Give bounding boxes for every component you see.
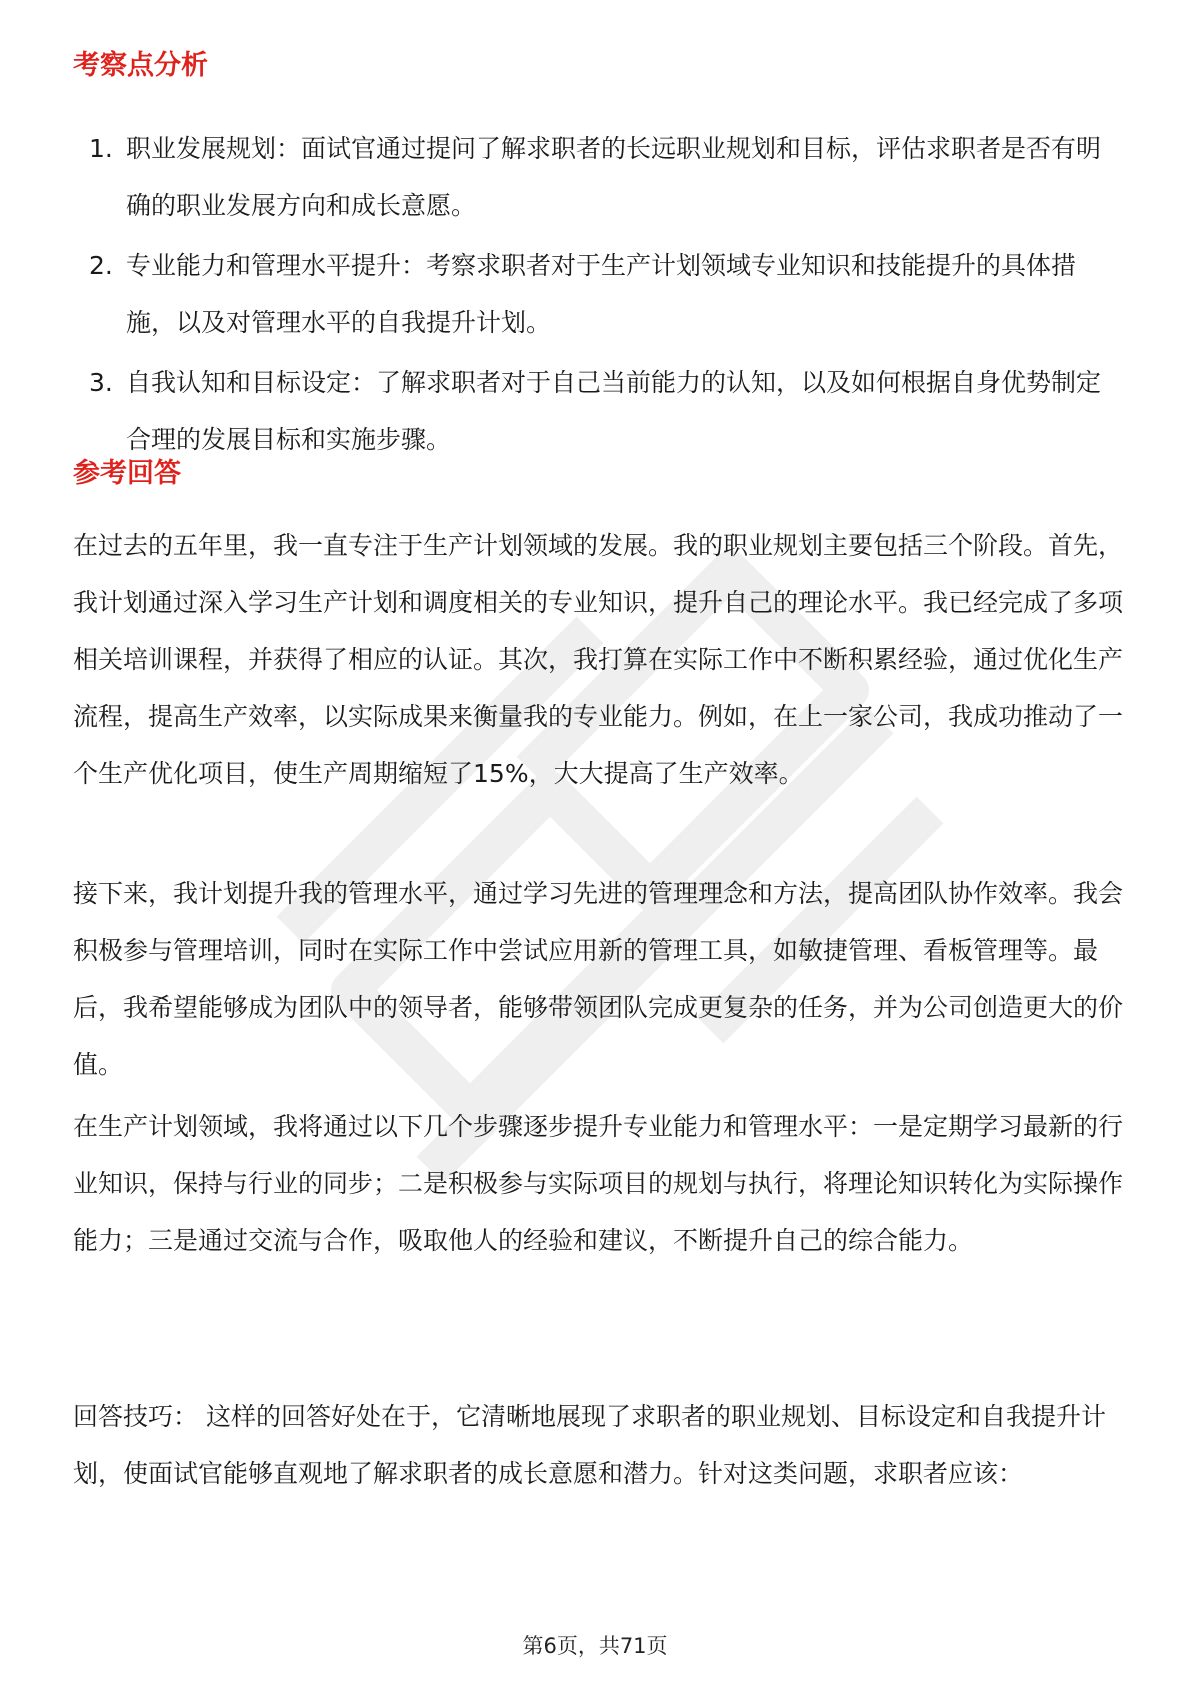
- list-item: [73, 120, 1123, 234]
- list-number: 3.: [89, 368, 113, 397]
- answer-paragraph: 接下来，我计划提升我的管理水平，通过学习先进的管理理念和方法，提高团队协作效率。我会积极参与管理培训，同时在实际工作中尝试应用新的管理工具，如敏捷管理、看板管理等。最后，我希望能够成为团队中的领导者，能够带领团队完成更复杂的任务，并为公司创造更大的价值。: [73, 879, 1124, 1079]
- section-title-reference-answer: 参考回答: [73, 458, 181, 489]
- list-item: [73, 354, 1123, 468]
- list-number: 2.: [89, 251, 113, 280]
- analysis-list: [73, 120, 1123, 471]
- section-title-analysis: 考察点分析: [73, 50, 208, 81]
- list-item-text: 自我认知和目标设定：了解求职者对于自己当前能力的认知，以及如何根据自身优势制定合理的发展目标和实施步骤。: [126, 368, 1102, 454]
- page-number: 第6页，共71页: [522, 1634, 668, 1658]
- list-number: 1.: [89, 134, 113, 163]
- list-item-text: 专业能力和管理水平提升：考察求职者对于生产计划领域专业知识和技能提升的具体措施，以及对管理水平的自我提升计划。: [126, 251, 1077, 337]
- tips-paragraph: 回答技巧： 这样的回答好处在于，它清晰地展现了求职者的职业规划、目标设定和自我提升计划，使面试官能够直观地了解求职者的成长意愿和潜力。针对这类问题，求职者应该：: [73, 1402, 1106, 1488]
- list-item-text: 职业发展规划：面试官通过提问了解求职者的长远职业规划和目标，评估求职者是否有明确的职业发展方向和成长意愿。: [126, 134, 1102, 220]
- answer-paragraph: 在生产计划领域，我将通过以下几个步骤逐步提升专业能力和管理水平：一是定期学习最新的行业知识，保持与行业的同步；二是积极参与实际项目的规划与执行，将理论知识转化为实际操作能力；三是通过交流与合作，吸取他人的经验和建议，不断提升自己的综合能力。: [73, 1112, 1124, 1255]
- list-item: [73, 237, 1123, 351]
- answer-paragraph: 在过去的五年里，我一直专注于生产计划领域的发展。我的职业规划主要包括三个阶段。首先，我计划通过深入学习生产计划和调度相关的专业知识，提升自己的理论水平。我已经完成了多项相关培训课程，并获得了相应的认证。其次，我打算在实际工作中不断积累经验，通过优化生产流程，提高生产效率，以实际成果来衡量我的专业能力。例如，在上一家公司，我成功推动了一个生产优化项目，使生产周期缩短了15%，大大提高了生产效率。: [73, 531, 1124, 788]
